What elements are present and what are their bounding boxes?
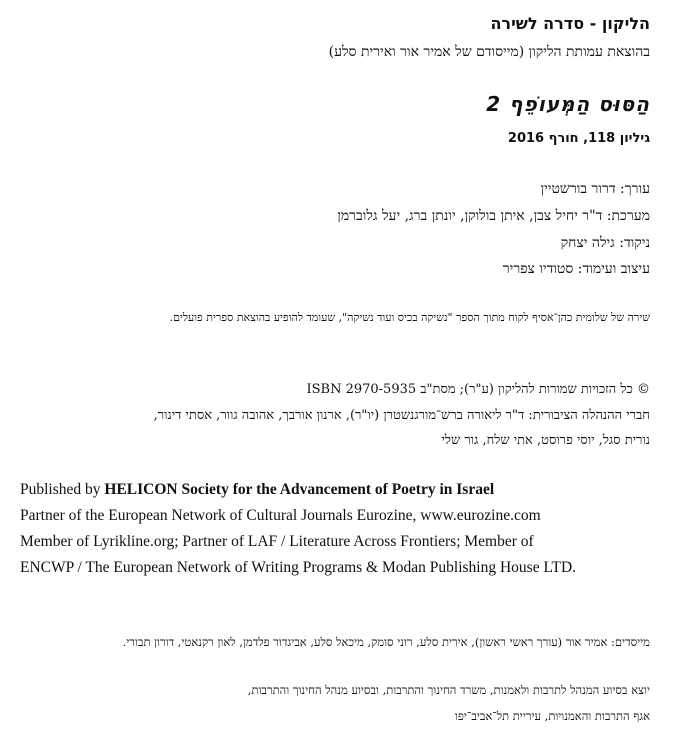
public-board-line-1: חברי ההנהלה הציבורית: ד"ר ליאורה ברש־מורגנשטרן (יו"ר), ארנון אורבך, אהובה גוור, אסתי דינור, [153,408,650,423]
design-line: עיצוב ועימוד: סטודיו צפריר [502,261,650,277]
public-board-line-2: נורית סגל, יוסי פרוסט, אתי שלח, גור שלי [441,433,650,448]
support-line-2: אגף התרבות והאמנויות, עיריית תל־אביב־יפו [454,709,650,723]
lyrikline-member-line: Member of Lyrikline.org; Partner of LAF / Literature Across Frontiers; Member of [20,533,534,550]
copyright-line: © כל הזכויות שמורות להליקון (ע"ר); מסת"ב ISBN 2970-5935 [306,382,650,397]
journal-title: הַסּוּס הַמְּעוֹפֵף 2 [486,92,650,116]
founders-line: מייסדים: אמיר אור (עורך ראשי ראשון), אירית סלע, רוני סומק, מיכאל סלע, אביגדור פלדמן, לאון רקנאטי, דורון תבורי. [122,635,650,649]
cover-poem-note: שירה של שלומית כהן־אסיף לקוח מתוך הספר "נשיקה בכיס ועוד נשיקה", שעומד להופיע בהוצאת ספרית פועלים. [169,311,650,324]
support-line-1: יוצא בסיוע המנהל לתרבות ולאמנות, משרד החינוך והתרבות, ובסיוע מנהל החינוך והתרבות, [247,683,650,697]
series-title: הליקון - סדרה לשירה [490,14,650,33]
published-by-line [20,481,494,499]
editorial-board-line: מערכת: ד"ר יחיל צבן, איתן בולוקן, יונתן ברג, יעל גלוברמן [337,208,650,224]
issue-line: גיליון 118, חורף 2016 [507,131,650,146]
eurozine-partner-line: Partner of the European Network of Cultural Journals Eurozine, www.eurozine.com [20,507,541,524]
helicon-society-name: HELICON Society for the Advancement of Poetry in Israel [104,481,495,498]
published-by-prefix: Published by [20,481,105,498]
publisher-line: בהוצאת עמותת הליקון (מייסודם של אמיר אור ואירית סלע) [328,44,650,60]
vocalization-line: ניקוד: גילה יצחק [560,235,650,251]
editor-line: עורך: דרור בורשטיין [540,181,650,197]
encwp-line: ENCWP / The European Network of Writing Programs & Modan Publishing House LTD. [20,559,577,576]
